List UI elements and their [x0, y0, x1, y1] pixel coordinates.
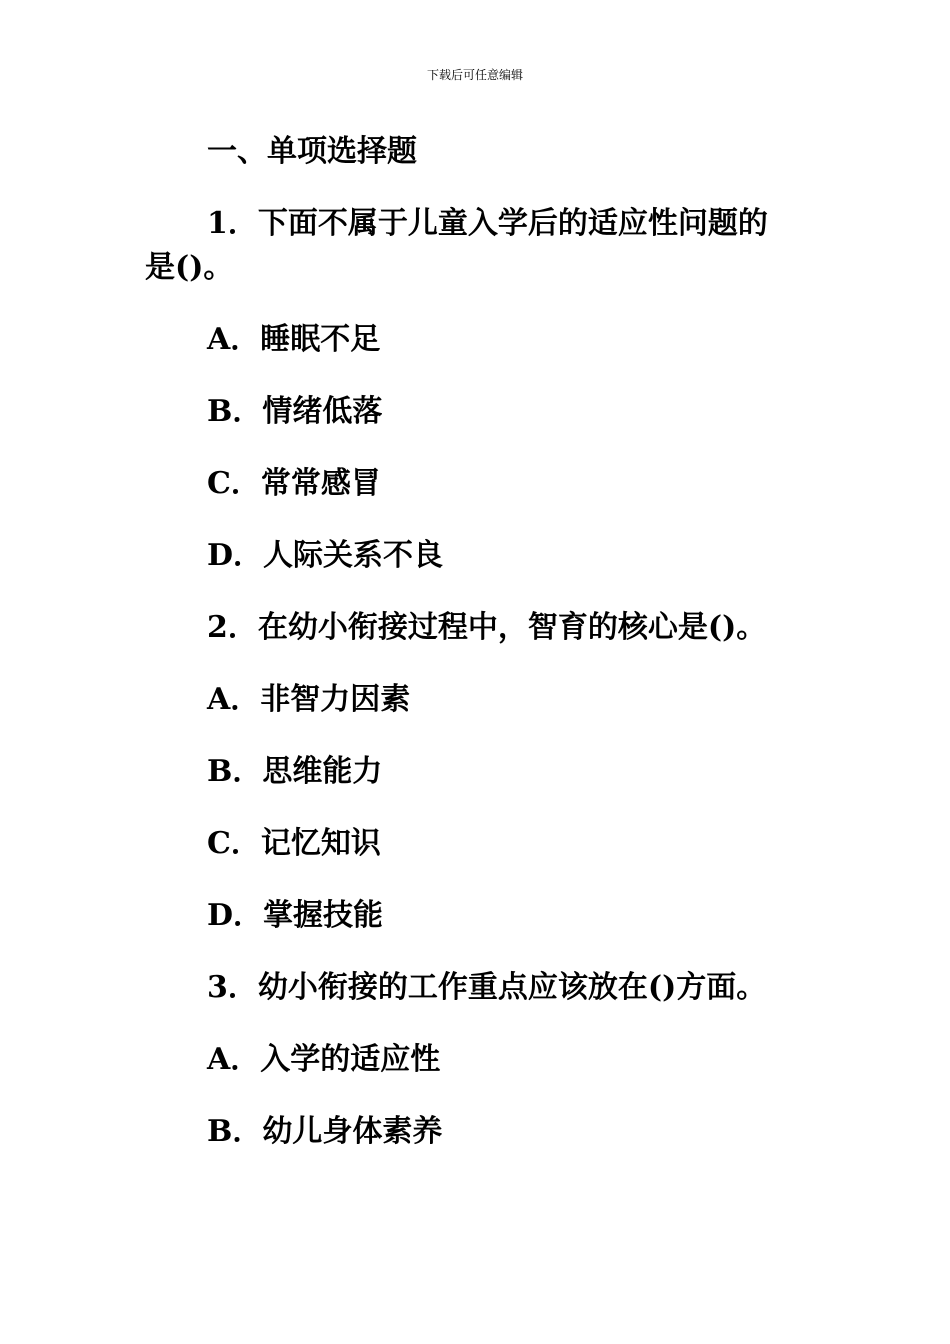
question-1-option-c: C．常常感冒: [207, 466, 381, 501]
question-3-line-1: 3．幼小衔接的工作重点应该放在()方面。: [207, 970, 767, 1005]
section-title: 一、单项选择题: [207, 134, 417, 169]
page-header: 下载后可任意编辑: [426, 68, 523, 82]
question-1-option-b: B．情绪低落: [207, 394, 383, 429]
question-1-option-a: A．睡眠不足: [207, 322, 381, 357]
question-2-line-1: 2．在幼小衔接过程中，智育的核心是()。: [207, 610, 767, 645]
question-3-option-a: A．入学的适应性: [207, 1042, 441, 1077]
question-1-option-d: D．人际关系不良: [207, 538, 444, 573]
question-2-option-d: D．掌握技能: [207, 898, 384, 933]
question-1-line-2: 是()。: [145, 250, 234, 285]
question-1-line-1: 1．下面不属于儿童入学后的适应性问题的: [207, 206, 768, 241]
question-2-option-b: B．思维能力: [207, 754, 383, 789]
question-2-option-c: C．记忆知识: [207, 826, 381, 861]
question-3-option-b: B．幼儿身体素养: [207, 1114, 443, 1149]
document-body: [145, 130, 805, 1154]
question-2-option-a: A．非智力因素: [207, 682, 411, 717]
